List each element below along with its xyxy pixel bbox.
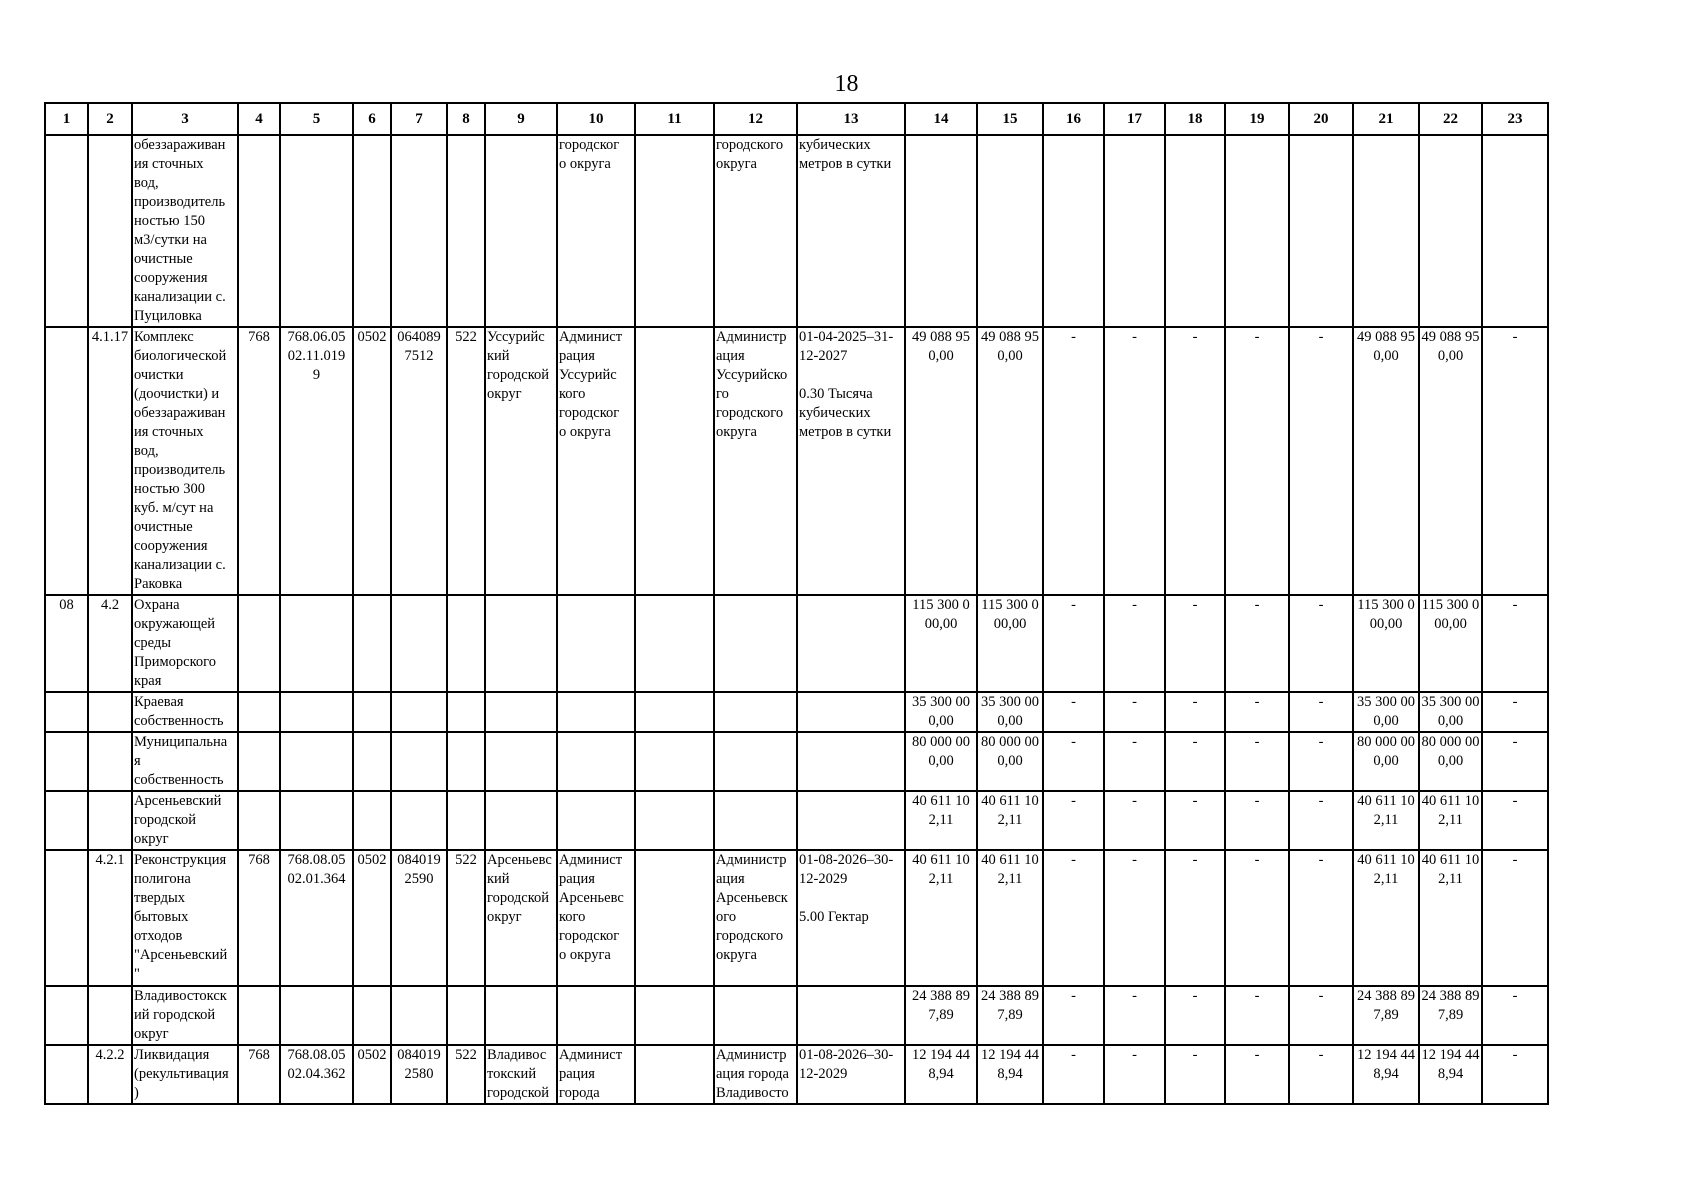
- table-cell: [557, 986, 635, 1045]
- table-cell: -: [1165, 327, 1225, 595]
- table-cell: кубических метров в сутки: [797, 135, 905, 327]
- header-col-12: 12: [714, 103, 797, 135]
- table-cell: [238, 732, 280, 791]
- table-cell: 12 194 44 8,94: [977, 1045, 1043, 1104]
- header-col-20: 20: [1289, 103, 1353, 135]
- table-cell: [280, 595, 353, 692]
- table-cell: 80 000 00 0,00: [905, 732, 977, 791]
- table-row: [45, 595, 1548, 692]
- table-cell: [447, 791, 485, 850]
- table-cell: [447, 732, 485, 791]
- table-cell: -: [1225, 1045, 1289, 1104]
- table-cell: 115 300 0 00,00: [977, 595, 1043, 692]
- table-cell: -: [1165, 850, 1225, 986]
- table-cell: [485, 595, 557, 692]
- table-cell: -: [1225, 595, 1289, 692]
- table-row: [45, 327, 1548, 595]
- header-col-1: 1: [45, 103, 88, 135]
- header-row: [45, 103, 1548, 135]
- table-cell: 40 611 10 2,11: [1353, 791, 1419, 850]
- table-cell: [714, 791, 797, 850]
- table-cell: 4.2: [88, 595, 132, 692]
- table-cell: -: [1043, 692, 1104, 732]
- table-cell: -: [1225, 791, 1289, 850]
- table-cell: 24 388 89 7,89: [1353, 986, 1419, 1045]
- table-cell: -: [1225, 692, 1289, 732]
- table-row: [45, 732, 1548, 791]
- table-cell: 522: [447, 850, 485, 986]
- page-number: 18: [834, 71, 859, 97]
- table-cell: -: [1289, 327, 1353, 595]
- table-cell: [280, 135, 353, 327]
- header-col-4: 4: [238, 103, 280, 135]
- table-cell: -: [1482, 791, 1548, 850]
- table-cell: -: [1225, 732, 1289, 791]
- table-cell: [797, 595, 905, 692]
- table-cell: -: [1225, 850, 1289, 986]
- table-cell: -: [1225, 327, 1289, 595]
- header-col-15: 15: [977, 103, 1043, 135]
- table-cell: -: [1104, 327, 1165, 595]
- table-cell: -: [1104, 732, 1165, 791]
- table-cell: 80 000 00 0,00: [1419, 732, 1482, 791]
- table-cell: -: [1289, 692, 1353, 732]
- table-cell: [391, 791, 447, 850]
- table-cell: 522: [447, 327, 485, 595]
- table-cell: [797, 791, 905, 850]
- table-cell: [45, 1045, 88, 1104]
- table-cell: 24 388 89 7,89: [1419, 986, 1482, 1045]
- header-col-18: 18: [1165, 103, 1225, 135]
- table-cell: [557, 732, 635, 791]
- table-cell: -: [1289, 595, 1353, 692]
- table-cell: [88, 732, 132, 791]
- table-cell: 768.08.05 02.04.362: [280, 1045, 353, 1104]
- table-cell: 768: [238, 850, 280, 986]
- header-col-21: 21: [1353, 103, 1419, 135]
- table-cell: [353, 732, 391, 791]
- table-cell: -: [1043, 595, 1104, 692]
- table-cell: [635, 327, 714, 595]
- header-col-2: 2: [88, 103, 132, 135]
- table-cell: 084019 2590: [391, 850, 447, 986]
- table-cell: [88, 791, 132, 850]
- header-col-19: 19: [1225, 103, 1289, 135]
- table-cell: 49 088 95 0,00: [1419, 327, 1482, 595]
- table-cell: [714, 732, 797, 791]
- table-cell: -: [1289, 986, 1353, 1045]
- table-cell: [353, 986, 391, 1045]
- header-col-10: 10: [557, 103, 635, 135]
- table-cell: -: [1165, 986, 1225, 1045]
- table-cell: [797, 732, 905, 791]
- table-cell: [1225, 135, 1289, 327]
- table-cell: 115 300 0 00,00: [1353, 595, 1419, 692]
- table-cell: Муниципальна я собственность: [132, 732, 238, 791]
- table-cell: 80 000 00 0,00: [977, 732, 1043, 791]
- table-cell: 4.2.2: [88, 1045, 132, 1104]
- table-cell: [45, 327, 88, 595]
- table-cell: 08: [45, 595, 88, 692]
- table-cell: [635, 595, 714, 692]
- table-cell: -: [1482, 595, 1548, 692]
- table-cell: 768.06.05 02.11.019 9: [280, 327, 353, 595]
- header-col-5: 5: [280, 103, 353, 135]
- table-cell: 768: [238, 1045, 280, 1104]
- table-cell: 12 194 44 8,94: [905, 1045, 977, 1104]
- table-cell: Арсеньевс кий городской округ: [485, 850, 557, 986]
- table-cell: [714, 595, 797, 692]
- table-cell: 49 088 95 0,00: [905, 327, 977, 595]
- table-cell: [1165, 135, 1225, 327]
- table-cell: -: [1104, 791, 1165, 850]
- table-cell: Уссурийс кий городской округ: [485, 327, 557, 595]
- table-cell: [238, 791, 280, 850]
- table-cell: [1043, 135, 1104, 327]
- table-cell: 0502: [353, 1045, 391, 1104]
- table-cell: [238, 692, 280, 732]
- table-cell: [391, 986, 447, 1045]
- table-cell: 4.2.1: [88, 850, 132, 986]
- table-cell: 40 611 10 2,11: [905, 850, 977, 986]
- table-cell: [447, 595, 485, 692]
- table-cell: [88, 135, 132, 327]
- table-cell: [45, 791, 88, 850]
- table-cell: [238, 595, 280, 692]
- table-cell: Администр ация города Владивосто: [714, 1045, 797, 1104]
- table-cell: [1353, 135, 1419, 327]
- table-cell: [447, 986, 485, 1045]
- table-cell: Админист рация Уссурийс кого городског о округа: [557, 327, 635, 595]
- header-col-3: 3: [132, 103, 238, 135]
- header-col-23: 23: [1482, 103, 1548, 135]
- table-cell: -: [1043, 732, 1104, 791]
- table-cell: [280, 692, 353, 732]
- table-cell: [905, 135, 977, 327]
- header-col-9: 9: [485, 103, 557, 135]
- header-col-7: 7: [391, 103, 447, 135]
- table-cell: Администр ация Арсеньевск ого городского округа: [714, 850, 797, 986]
- table-cell: 35 300 00 0,00: [1419, 692, 1482, 732]
- table-cell: -: [1104, 850, 1165, 986]
- table-cell: 01-08-2026–30- 12-2029 5.00 Гектар: [797, 850, 905, 986]
- table-cell: [557, 692, 635, 732]
- table-cell: [714, 986, 797, 1045]
- table-cell: -: [1482, 850, 1548, 986]
- table-cell: [280, 791, 353, 850]
- table-cell: [714, 692, 797, 732]
- table-cell: [353, 135, 391, 327]
- table-cell: 064089 7512: [391, 327, 447, 595]
- table-cell: -: [1225, 986, 1289, 1045]
- table-cell: -: [1482, 692, 1548, 732]
- table-cell: 0502: [353, 850, 391, 986]
- table-cell: [635, 1045, 714, 1104]
- table-cell: 40 611 10 2,11: [1419, 850, 1482, 986]
- table-cell: [280, 732, 353, 791]
- table-cell: 40 611 10 2,11: [977, 791, 1043, 850]
- table-row: [45, 791, 1548, 850]
- table-cell: 115 300 0 00,00: [905, 595, 977, 692]
- table-cell: 24 388 89 7,89: [977, 986, 1043, 1045]
- table-cell: [485, 135, 557, 327]
- table-cell: 35 300 00 0,00: [977, 692, 1043, 732]
- table-cell: -: [1043, 1045, 1104, 1104]
- table-cell: [635, 135, 714, 327]
- table-row: [45, 850, 1548, 986]
- table-cell: [280, 986, 353, 1045]
- table-cell: -: [1043, 850, 1104, 986]
- table-cell: -: [1104, 986, 1165, 1045]
- table-cell: 01-04-2025–31- 12-2027 0.30 Тысяча кубических метров в сутки: [797, 327, 905, 595]
- table-cell: 49 088 95 0,00: [1353, 327, 1419, 595]
- table-cell: [353, 692, 391, 732]
- table-cell: [557, 595, 635, 692]
- table-cell: [635, 986, 714, 1045]
- table-cell: Владивос токский городской: [485, 1045, 557, 1104]
- table-cell: [45, 850, 88, 986]
- table-cell: Арсеньевский городской округ: [132, 791, 238, 850]
- table-cell: 40 611 10 2,11: [977, 850, 1043, 986]
- table-cell: [485, 692, 557, 732]
- table-cell: [353, 595, 391, 692]
- header-col-8: 8: [447, 103, 485, 135]
- header-col-17: 17: [1104, 103, 1165, 135]
- table-row: [45, 1045, 1548, 1104]
- table-cell: [1482, 135, 1548, 327]
- table-cell: -: [1165, 1045, 1225, 1104]
- table-cell: -: [1289, 791, 1353, 850]
- budget-table: [44, 102, 1549, 1105]
- table-cell: [485, 986, 557, 1045]
- table-cell: 084019 2580: [391, 1045, 447, 1104]
- table-cell: [447, 135, 485, 327]
- table-cell: -: [1482, 986, 1548, 1045]
- table-cell: Админист рация Арсеньевс кого городског о округа: [557, 850, 635, 986]
- table-cell: [391, 595, 447, 692]
- table-cell: [391, 135, 447, 327]
- table-cell: Реконструкция полигона твердых бытовых отходов "Арсеньевский ": [132, 850, 238, 986]
- table-cell: [391, 692, 447, 732]
- table-cell: 35 300 00 0,00: [1353, 692, 1419, 732]
- table-cell: -: [1165, 595, 1225, 692]
- table-cell: Краевая собственность: [132, 692, 238, 732]
- table-cell: -: [1165, 732, 1225, 791]
- table-cell: [45, 135, 88, 327]
- table-cell: [635, 791, 714, 850]
- table-cell: [238, 135, 280, 327]
- table-cell: [1289, 135, 1353, 327]
- table-cell: -: [1165, 791, 1225, 850]
- table-cell: [88, 986, 132, 1045]
- table-cell: [635, 850, 714, 986]
- table-cell: 80 000 00 0,00: [1353, 732, 1419, 791]
- table-cell: 40 611 10 2,11: [1419, 791, 1482, 850]
- table-cell: -: [1043, 327, 1104, 595]
- table-cell: Администр ация Уссурийско го городского округа: [714, 327, 797, 595]
- table-cell: [635, 692, 714, 732]
- table-cell: -: [1482, 327, 1548, 595]
- table-cell: 40 611 10 2,11: [905, 791, 977, 850]
- table-cell: 12 194 44 8,94: [1353, 1045, 1419, 1104]
- table-cell: -: [1289, 850, 1353, 986]
- header-col-13: 13: [797, 103, 905, 135]
- table-cell: 115 300 0 00,00: [1419, 595, 1482, 692]
- table-cell: обеззараживан ия сточных вод, производитель ностью 150 м3/сутки на очистные сооружения канализации с. Пуциловка: [132, 135, 238, 327]
- table-cell: 49 088 95 0,00: [977, 327, 1043, 595]
- table-cell: [238, 986, 280, 1045]
- table-cell: Охрана окружающей среды Приморского края: [132, 595, 238, 692]
- table-cell: -: [1043, 986, 1104, 1045]
- table-cell: [391, 732, 447, 791]
- table-cell: -: [1482, 732, 1548, 791]
- table-cell: -: [1165, 692, 1225, 732]
- table-cell: 768: [238, 327, 280, 595]
- table-cell: 522: [447, 1045, 485, 1104]
- table-cell: [353, 791, 391, 850]
- table-cell: городского округа: [714, 135, 797, 327]
- table-cell: [88, 692, 132, 732]
- table-cell: [1419, 135, 1482, 327]
- table-cell: [797, 692, 905, 732]
- table-cell: -: [1043, 791, 1104, 850]
- table-cell: 01-08-2026–30- 12-2029: [797, 1045, 905, 1104]
- table-row: [45, 692, 1548, 732]
- table-cell: [635, 732, 714, 791]
- table-cell: -: [1104, 595, 1165, 692]
- table-row: [45, 986, 1548, 1045]
- table-cell: [447, 692, 485, 732]
- table-cell: Ликвидация (рекультивация ): [132, 1045, 238, 1104]
- table-cell: 12 194 44 8,94: [1419, 1045, 1482, 1104]
- table-cell: 768.08.05 02.01.364: [280, 850, 353, 986]
- table-cell: 35 300 00 0,00: [905, 692, 977, 732]
- header-col-14: 14: [905, 103, 977, 135]
- table-cell: [1104, 135, 1165, 327]
- table-cell: 24 388 89 7,89: [905, 986, 977, 1045]
- table-cell: [485, 732, 557, 791]
- header-col-11: 11: [635, 103, 714, 135]
- table-cell: [557, 791, 635, 850]
- table-cell: [45, 692, 88, 732]
- table-cell: -: [1289, 732, 1353, 791]
- header-col-16: 16: [1043, 103, 1104, 135]
- table-cell: [45, 986, 88, 1045]
- table-cell: 40 611 10 2,11: [1353, 850, 1419, 986]
- table-cell: Админист рация города: [557, 1045, 635, 1104]
- table-cell: [797, 986, 905, 1045]
- table-cell: -: [1104, 692, 1165, 732]
- table-cell: Владивостокск ий городской округ: [132, 986, 238, 1045]
- table-cell: 0502: [353, 327, 391, 595]
- table-row: [45, 135, 1548, 327]
- table-cell: -: [1289, 1045, 1353, 1104]
- table-cell: [485, 791, 557, 850]
- table-cell: -: [1104, 1045, 1165, 1104]
- header-col-22: 22: [1419, 103, 1482, 135]
- table-cell: 4.1.17: [88, 327, 132, 595]
- table-cell: [45, 732, 88, 791]
- table-cell: Комплекс биологической очистки (доочистки) и обеззараживан ия сточных вод, производитель ностью 300 куб. м/сут на очистные сооружения канализации с. Раковка: [132, 327, 238, 595]
- header-col-6: 6: [353, 103, 391, 135]
- table-cell: городског о округа: [557, 135, 635, 327]
- table-cell: -: [1482, 1045, 1548, 1104]
- table-cell: [977, 135, 1043, 327]
